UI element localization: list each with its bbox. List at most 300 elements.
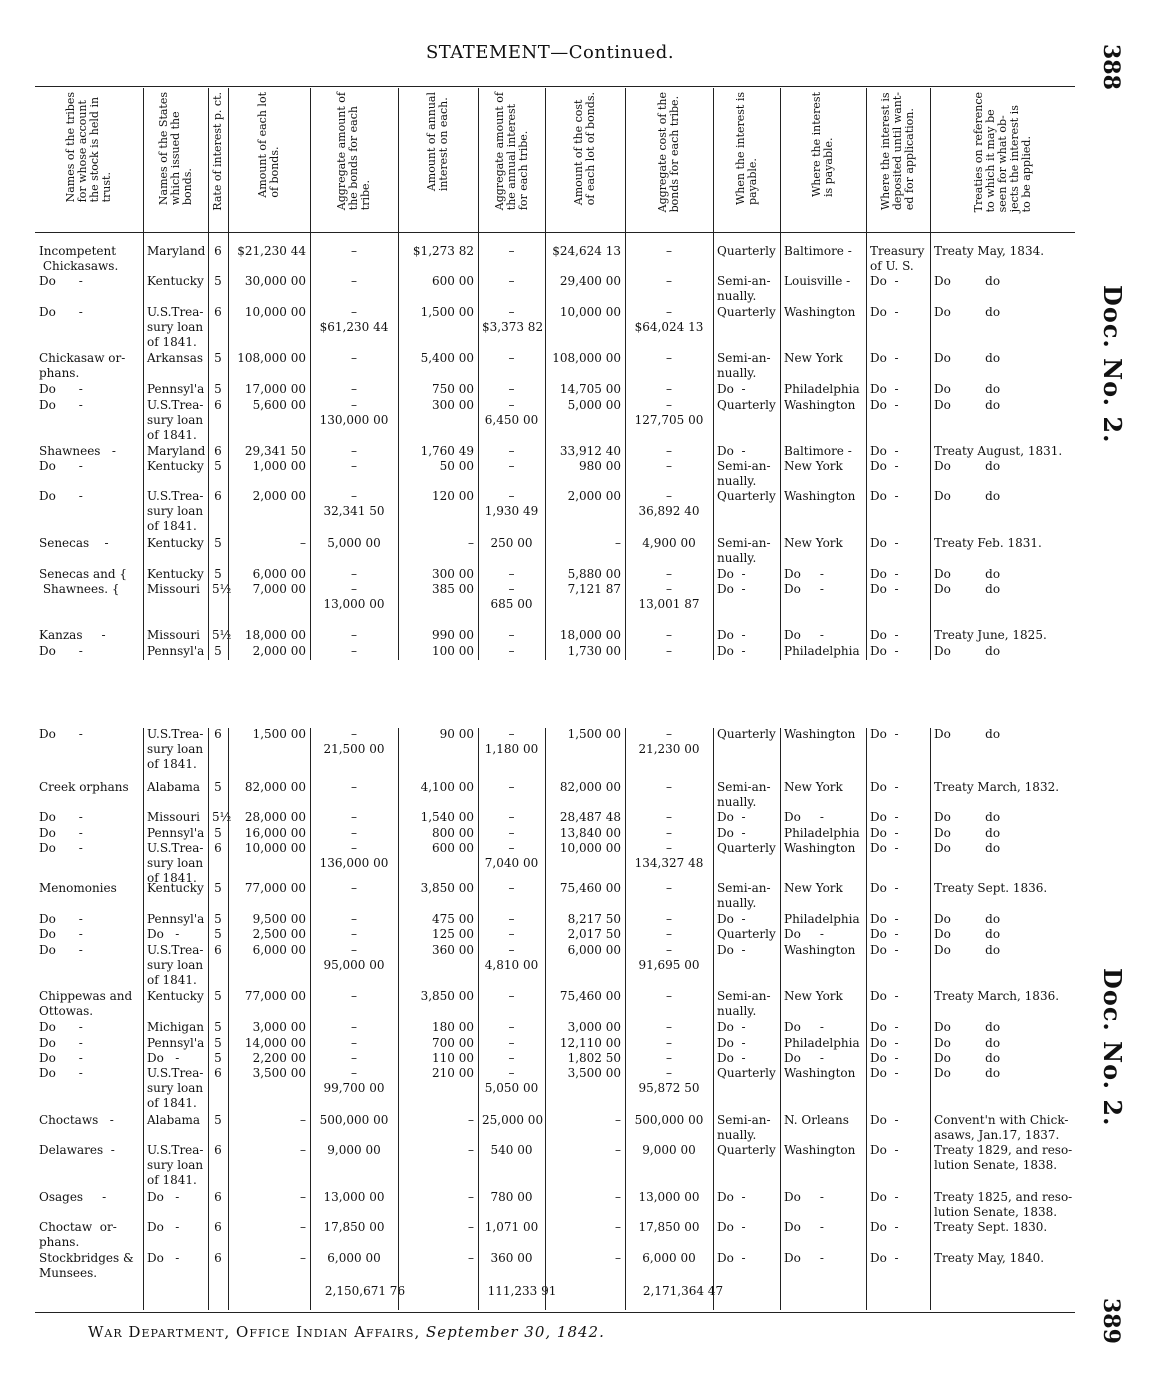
cell-tribe: Do -	[39, 927, 83, 941]
cell-aggregate-cost: –	[666, 927, 672, 941]
cell-treaty: Do do	[934, 943, 1001, 957]
cell-aggregate-amount: –	[351, 444, 357, 458]
cell-tribe: Stockbridges & Munsees.	[39, 1251, 134, 1280]
header-interest: Amount of annual interest on each.	[425, 92, 450, 192]
cell-interest: –	[468, 1190, 474, 1204]
column-rule	[143, 728, 144, 1310]
cell-aggregate-interest: 540 00	[490, 1143, 533, 1157]
cell-when-payable: Do -	[717, 1020, 746, 1034]
cell-aggregate-cost: 9,000 00	[642, 1143, 696, 1157]
cell-tribe: Do -	[39, 459, 83, 473]
cell-state: U.S.Trea- sury loan of 1841.	[147, 1143, 204, 1187]
cell-aggregate-cost: –	[666, 444, 672, 458]
cell-where-payable: Do -	[784, 1051, 824, 1065]
cell-aggregate-cost: –	[666, 628, 672, 642]
cell-aggregate-cost: –	[666, 382, 672, 396]
cell-cost: 14,705 00	[559, 382, 621, 396]
cell-when-payable: Do -	[717, 1051, 746, 1065]
cell-cost: –	[615, 536, 621, 550]
cell-interest: 3,850 00	[420, 989, 474, 1003]
cell-state: Alabama	[147, 1113, 201, 1127]
cell-aggregate-amount: –	[351, 881, 357, 895]
cell-treaty: Do do	[934, 382, 1001, 396]
cell-where-payable: Baltimore -	[784, 244, 852, 258]
cell-rate: 5	[214, 459, 222, 473]
cell-cost: 3,500 00	[567, 1066, 621, 1080]
cell-when-payable: Do -	[717, 826, 746, 840]
cell-rate: 6	[214, 398, 222, 412]
cell-aggregate-interest: – 5,050 00	[484, 1066, 539, 1095]
cell-amount: 30,000 00	[244, 274, 306, 288]
cell-cost: 82,000 00	[559, 780, 621, 794]
cell-interest: 1,760 49	[420, 444, 474, 458]
cell-tribe: Do -	[39, 644, 83, 658]
header-top-rule	[35, 86, 1075, 87]
cell-where-payable: Washington	[784, 943, 856, 957]
cell-when-payable: Semi-an- nually.	[717, 274, 771, 303]
column-rule	[930, 88, 931, 660]
cell-tribe: Choctaw or- phans.	[39, 1220, 117, 1249]
cell-treaty: Do do	[934, 912, 1001, 926]
cell-state: Do -	[147, 1051, 180, 1065]
cell-aggregate-amount: – 95,000 00	[323, 943, 385, 972]
cell-where-payable: Washington	[784, 727, 856, 741]
cell-tribe: Do -	[39, 1066, 83, 1080]
cell-cost: 1,802 50	[567, 1051, 621, 1065]
column-rule	[228, 728, 229, 1310]
cell-aggregate-amount: –	[351, 810, 357, 824]
cell-when-payable: Quarterly	[717, 305, 776, 319]
cell-amount: 2,500 00	[252, 927, 306, 941]
cell-rate: 5	[214, 912, 222, 926]
cell-aggregate-cost: –	[666, 1036, 672, 1050]
cell-cost: 33,912 40	[559, 444, 621, 458]
cell-interest: 4,100 00	[420, 780, 474, 794]
cell-when-payable: Quarterly	[717, 1066, 776, 1080]
cell-state: Pennsyl'a	[147, 912, 205, 926]
cell-interest: 800 00	[432, 826, 474, 840]
cell-deposited: Do -	[870, 780, 899, 794]
cell-when-payable: Do -	[717, 382, 746, 396]
cell-when-payable: Quarterly	[717, 1143, 776, 1157]
total-interest: 111,233 91	[487, 1284, 557, 1298]
cell-deposited: Do -	[870, 1036, 899, 1050]
cell-amount: 5,600 00	[252, 398, 306, 412]
cell-deposited: Do -	[870, 536, 899, 550]
cell-tribe: Shawnees -	[39, 444, 116, 458]
cell-when-payable: Do -	[717, 1190, 746, 1204]
cell-aggregate-cost: 13,000 00	[638, 1190, 700, 1204]
cell-aggregate-cost: –	[666, 826, 672, 840]
cell-treaty: Do do	[934, 810, 1001, 824]
cell-amount: 2,000 00	[252, 489, 306, 503]
cell-rate: 5	[214, 351, 222, 365]
page-number-top: 388	[1098, 44, 1124, 90]
cell-deposited: Do -	[870, 727, 899, 741]
cell-interest: 5,400 00	[420, 351, 474, 365]
column-rule	[545, 88, 546, 660]
cell-treaty: Do do	[934, 644, 1001, 658]
cell-cost: 2,017 50	[567, 927, 621, 941]
cell-deposited: Do -	[870, 912, 899, 926]
cell-cost: –	[615, 1190, 621, 1204]
column-rule	[310, 728, 311, 1310]
cell-where-payable: New York	[784, 780, 843, 794]
cell-aggregate-interest: –	[508, 628, 515, 642]
cell-where-payable: N. Orleans	[784, 1113, 849, 1127]
cell-interest: 300 00 385 00	[432, 567, 474, 596]
cell-tribe: Do -	[39, 274, 83, 288]
cell-interest: 475 00	[432, 912, 474, 926]
cell-tribe: Delawares -	[39, 1143, 115, 1157]
cell-where-payable: Philadelphia	[784, 644, 860, 658]
cell-when-payable: Semi-an- nually.	[717, 881, 771, 910]
cell-aggregate-interest: –	[508, 881, 515, 895]
cell-aggregate-amount: – – 13,000 00	[323, 567, 385, 611]
header-state: Names of the States which issued the bonds.	[156, 92, 194, 206]
cell-interest: 360 00	[432, 943, 474, 957]
cell-rate: 5 5½	[212, 567, 232, 596]
cell-where-payable: Washington	[784, 489, 856, 503]
cell-cost: 10,000 00	[559, 305, 621, 319]
cell-when-payable: Quarterly	[717, 841, 776, 855]
cell-aggregate-interest: –	[508, 459, 515, 473]
header-rate: Rate of interest p. ct.	[211, 92, 224, 211]
cell-aggregate-amount: – 99,700 00	[323, 1066, 385, 1095]
cell-when-payable: Semi-an- nually.	[717, 459, 771, 488]
cell-state: U.S.Trea- sury loan of 1841.	[147, 1066, 204, 1110]
cell-interest: 700 00	[432, 1036, 474, 1050]
cell-interest: 300 00	[432, 398, 474, 412]
column-rule	[478, 88, 479, 660]
cell-when-payable: Do -	[717, 810, 746, 824]
column-rule	[398, 88, 399, 660]
cell-amount: 3,000 00	[252, 1020, 306, 1034]
cell-tribe: Chickasaw or- phans.	[39, 351, 126, 380]
cell-aggregate-cost: – 134,327 48	[634, 841, 704, 870]
cell-treaty: Treaty August, 1831.	[934, 444, 1063, 458]
cell-treaty: Do do	[934, 927, 1001, 941]
cell-cost: –	[615, 1143, 621, 1157]
cell-where-payable: Do -	[784, 1190, 824, 1204]
cell-amount: –	[300, 1113, 306, 1127]
cell-aggregate-interest: 1,071 00	[484, 1220, 539, 1234]
cell-treaty: Do do	[934, 398, 1001, 412]
cell-treaty: Do do	[934, 459, 1001, 473]
header-deposited: Where the interest is deposited until want- ed for application.	[879, 92, 916, 211]
cell-where-payable: New York	[784, 351, 843, 365]
cell-cost: 18,000 00	[559, 628, 621, 642]
cell-interest: 125 00	[432, 927, 474, 941]
cell-tribe: Do -	[39, 912, 83, 926]
cell-aggregate-interest: 25,000 00	[482, 1113, 544, 1127]
cell-where-payable: Do -	[784, 810, 824, 824]
cell-when-payable: Do -	[717, 1251, 746, 1265]
page-number-bottom: 389	[1098, 1298, 1124, 1344]
cell-state: Pennsyl'a	[147, 382, 205, 396]
cell-treaty: Do do	[934, 305, 1001, 319]
cell-aggregate-interest: –	[508, 927, 515, 941]
cell-where-payable: Washington	[784, 305, 856, 319]
cell-amount: 28,000 00	[244, 810, 306, 824]
cell-tribe: Do -	[39, 727, 83, 741]
cell-deposited: Do -	[870, 927, 899, 941]
cell-amount: 18,000 00	[244, 628, 306, 642]
cell-rate: 5	[214, 927, 222, 941]
header-aggregate-amount: Aggregate amount of the bonds for each tribe.	[335, 92, 372, 211]
cell-aggregate-amount: 500,000 00	[319, 1113, 389, 1127]
cell-treaty: Do do	[934, 1020, 1001, 1034]
cell-deposited: Do -	[870, 305, 899, 319]
cell-tribe: Senecas and { Shawnees. {	[39, 567, 128, 596]
column-rule	[625, 88, 626, 660]
cell-tribe: Osages -	[39, 1190, 107, 1204]
cell-where-payable: Do -	[784, 1251, 824, 1265]
cell-amount: 108,000 00	[237, 351, 306, 365]
cell-interest: 50 00	[439, 459, 474, 473]
cell-interest: 3,850 00	[420, 881, 474, 895]
cell-aggregate-amount: –	[351, 382, 357, 396]
cell-when-payable: Quarterly	[717, 927, 776, 941]
cell-aggregate-interest: – 7,040 00	[484, 841, 539, 870]
cell-rate: 6	[214, 841, 222, 855]
cell-state: U.S.Trea- sury loan of 1841.	[147, 398, 204, 442]
cell-deposited: Do -	[870, 989, 899, 1003]
cell-aggregate-interest: – $3,373 82	[482, 305, 544, 334]
cell-treaty: Treaty 1825, and reso- lution Senate, 1838.	[934, 1190, 1073, 1219]
cell-rate: 6	[214, 1143, 222, 1157]
column-rule	[930, 728, 931, 1310]
cell-cost: –	[615, 1220, 621, 1234]
cell-amount: 9,500 00	[252, 912, 306, 926]
cell-aggregate-amount: –	[351, 351, 357, 365]
cell-when-payable: Semi-an- nually.	[717, 780, 771, 809]
cell-amount: 1,500 00	[252, 727, 306, 741]
column-rule	[478, 728, 479, 1310]
cell-aggregate-amount: 5,000 00	[327, 536, 381, 550]
cell-amount: 2,200 00	[252, 1051, 306, 1065]
cell-when-payable: Do -	[717, 628, 746, 642]
cell-tribe: Do -	[39, 398, 83, 412]
header-tribe: Names of the tribes for whose account the stock is held in trust.	[64, 92, 113, 203]
column-rule	[713, 88, 714, 660]
cell-aggregate-amount: –	[351, 927, 357, 941]
cell-amount: –	[300, 1220, 306, 1234]
cell-aggregate-cost: 6,000 00	[642, 1251, 696, 1265]
cell-where-payable: Washington	[784, 1143, 856, 1157]
cell-rate: 6	[214, 727, 222, 741]
cell-aggregate-interest: –	[508, 382, 515, 396]
total-cost: 2,171,364 47	[642, 1284, 724, 1298]
cell-deposited: Do -	[870, 1190, 899, 1204]
cell-cost: 1,500 00	[567, 727, 621, 741]
cell-amount: 2,000 00	[252, 644, 306, 658]
cell-where-payable: Do -	[784, 1220, 824, 1234]
cell-interest: 100 00	[432, 644, 474, 658]
cell-rate: 5	[214, 989, 222, 1003]
cell-cost: 75,460 00	[559, 881, 621, 895]
cell-deposited: Do -	[870, 943, 899, 957]
cell-aggregate-amount: –	[351, 826, 357, 840]
cell-aggregate-interest: – 6,450 00	[484, 398, 539, 427]
cell-rate: 5	[214, 1113, 222, 1127]
cell-aggregate-cost: –	[666, 1051, 672, 1065]
cell-deposited: Do -	[870, 274, 899, 288]
cell-tribe: Chippewas and Ottowas.	[39, 989, 133, 1018]
cell-rate: 5½	[212, 628, 232, 642]
footer-rule	[35, 1312, 1075, 1313]
cell-when-payable: Semi-an- nually.	[717, 1113, 771, 1142]
cell-aggregate-cost: –	[666, 810, 672, 824]
cell-amount: 82,000 00	[244, 780, 306, 794]
cell-interest: 120 00	[432, 489, 474, 503]
cell-aggregate-interest: –	[508, 1020, 515, 1034]
cell-aggregate-interest: 250 00	[490, 536, 533, 550]
cell-cost: 1,730 00	[567, 644, 621, 658]
column-rule	[310, 88, 311, 660]
cell-where-payable: Louisville -	[784, 274, 851, 288]
cell-state: U.S.Trea- sury loan of 1841.	[147, 943, 204, 987]
cell-amount: 77,000 00	[244, 989, 306, 1003]
header-amount: Amount of each lot of bonds.	[256, 92, 281, 198]
cell-deposited: Do -	[870, 628, 899, 642]
cell-state: Maryland	[147, 444, 206, 458]
cell-rate: 5	[214, 1051, 222, 1065]
cell-deposited: Do -	[870, 881, 899, 895]
column-rule	[208, 728, 209, 1310]
cell-where-payable: New York	[784, 881, 843, 895]
cell-cost: 10,000 00	[559, 841, 621, 855]
cell-state: U.S.Trea- sury loan of 1841.	[147, 727, 204, 771]
cell-interest: 600 00	[432, 841, 474, 855]
cell-rate: 6	[214, 244, 222, 258]
cell-treaty: Treaty March, 1836.	[934, 989, 1060, 1003]
cell-cost: 12,110 00	[559, 1036, 621, 1050]
cell-treaty: Do do	[934, 1066, 1001, 1080]
cell-interest: 750 00	[432, 382, 474, 396]
cell-state: Missouri	[147, 628, 200, 642]
cell-treaty: Convent'n with Chick- asaws, Jan.17, 1837.	[934, 1113, 1069, 1142]
cell-when-payable: Do -	[717, 1220, 746, 1234]
cell-aggregate-cost: –	[666, 244, 672, 258]
cell-aggregate-interest: – 4,810 00	[484, 943, 539, 972]
cell-tribe: Incompetent Chickasaws.	[39, 244, 119, 273]
cell-aggregate-cost: –	[666, 274, 672, 288]
cell-amount: 6,000 00	[252, 943, 306, 957]
cell-rate: 6	[214, 1220, 222, 1234]
cell-rate: 5	[214, 536, 222, 550]
cell-where-payable: Philadelphia	[784, 1036, 860, 1050]
cell-deposited: Do -	[870, 1143, 899, 1157]
cell-state: Maryland	[147, 244, 206, 258]
cell-treaty: Treaty May, 1834.	[934, 244, 1045, 258]
cell-aggregate-interest: –	[508, 644, 515, 658]
cell-aggregate-cost: –	[666, 912, 672, 926]
cell-aggregate-cost: –	[666, 459, 672, 473]
cell-tribe: Senecas -	[39, 536, 109, 550]
cell-cost: 3,000 00	[567, 1020, 621, 1034]
cell-amount: –	[300, 1143, 306, 1157]
cell-when-payable: Do -	[717, 444, 746, 458]
header-treaty: Treaties on reference to which it may be seen for what ob- jects the interest is to be applied.	[971, 92, 1033, 213]
cell-interest: –	[468, 1143, 474, 1157]
cell-aggregate-cost: 500,000 00	[634, 1113, 704, 1127]
cell-treaty: Do do	[934, 1036, 1001, 1050]
cell-where-payable: New York	[784, 459, 843, 473]
cell-aggregate-cost: –	[666, 644, 672, 658]
cell-deposited: Do - Do -	[870, 567, 899, 596]
cell-deposited: Do -	[870, 810, 899, 824]
cell-treaty: Do do	[934, 351, 1001, 365]
cell-aggregate-cost: –	[666, 780, 672, 794]
cell-state: Pennsyl'a	[147, 1036, 205, 1050]
cell-where-payable: New York	[784, 536, 843, 550]
cell-amount: 77,000 00	[244, 881, 306, 895]
cell-aggregate-amount: –	[351, 244, 357, 258]
cell-amount: 17,000 00	[244, 382, 306, 396]
column-rule	[143, 88, 144, 660]
cell-where-payable: Do -	[784, 628, 824, 642]
cell-tribe: Creek orphans	[39, 780, 129, 794]
cell-aggregate-interest: –	[508, 780, 515, 794]
cell-deposited: Do -	[870, 459, 899, 473]
cell-aggregate-interest: –	[508, 244, 515, 258]
cell-amount: 1,000 00	[252, 459, 306, 473]
cell-cost: 108,000 00	[552, 351, 621, 365]
cell-when-payable: Do -	[717, 1036, 746, 1050]
cell-aggregate-cost: –	[666, 989, 672, 1003]
cell-aggregate-cost: –	[666, 351, 672, 365]
cell-interest: –	[468, 536, 474, 550]
cell-rate: 6	[214, 1190, 222, 1204]
cell-aggregate-interest: –	[508, 912, 515, 926]
cell-interest: 1,540 00	[420, 810, 474, 824]
cell-aggregate-interest: –	[508, 826, 515, 840]
cell-amount: –	[300, 536, 306, 550]
cell-aggregate-amount: 6,000 00	[327, 1251, 381, 1265]
cell-aggregate-interest: –	[508, 444, 515, 458]
cell-deposited: Do -	[870, 1251, 899, 1265]
cell-interest: 110 00	[432, 1051, 474, 1065]
cell-aggregate-interest: 360 00	[490, 1251, 533, 1265]
cell-tribe: Do -	[39, 810, 83, 824]
cell-aggregate-amount: – 130,000 00	[319, 398, 389, 427]
cell-deposited: Do -	[870, 398, 899, 412]
cell-cost: 5,000 00	[567, 398, 621, 412]
cell-cost: 6,000 00	[567, 943, 621, 957]
cell-treaty: Treaty Sept. 1830.	[934, 1220, 1048, 1234]
header-aggregate-interest: Aggregate amount of the annual interest for each tribe.	[492, 92, 530, 211]
cell-state: U.S.Trea- sury loan of 1841.	[147, 841, 204, 885]
cell-state: Alabama	[147, 780, 201, 794]
cell-rate: 5	[214, 644, 222, 658]
cell-cost: 980 00	[579, 459, 621, 473]
cell-amount: 14,000 00	[244, 1036, 306, 1050]
cell-tribe: Kanzas -	[39, 628, 106, 642]
cell-deposited: Do -	[870, 382, 899, 396]
cell-aggregate-interest: – 1,930 49	[484, 489, 539, 518]
column-rule	[228, 88, 229, 660]
cell-deposited: Do -	[870, 644, 899, 658]
cell-when-payable: Quarterly	[717, 244, 776, 258]
cell-amount: 29,341 50	[244, 444, 306, 458]
cell-rate: 6	[214, 943, 222, 957]
cell-rate: 6	[214, 489, 222, 503]
cell-where-payable: Washington	[784, 398, 856, 412]
cell-where-payable: New York	[784, 989, 843, 1003]
cell-deposited: Do -	[870, 826, 899, 840]
cell-aggregate-amount: –	[351, 628, 357, 642]
